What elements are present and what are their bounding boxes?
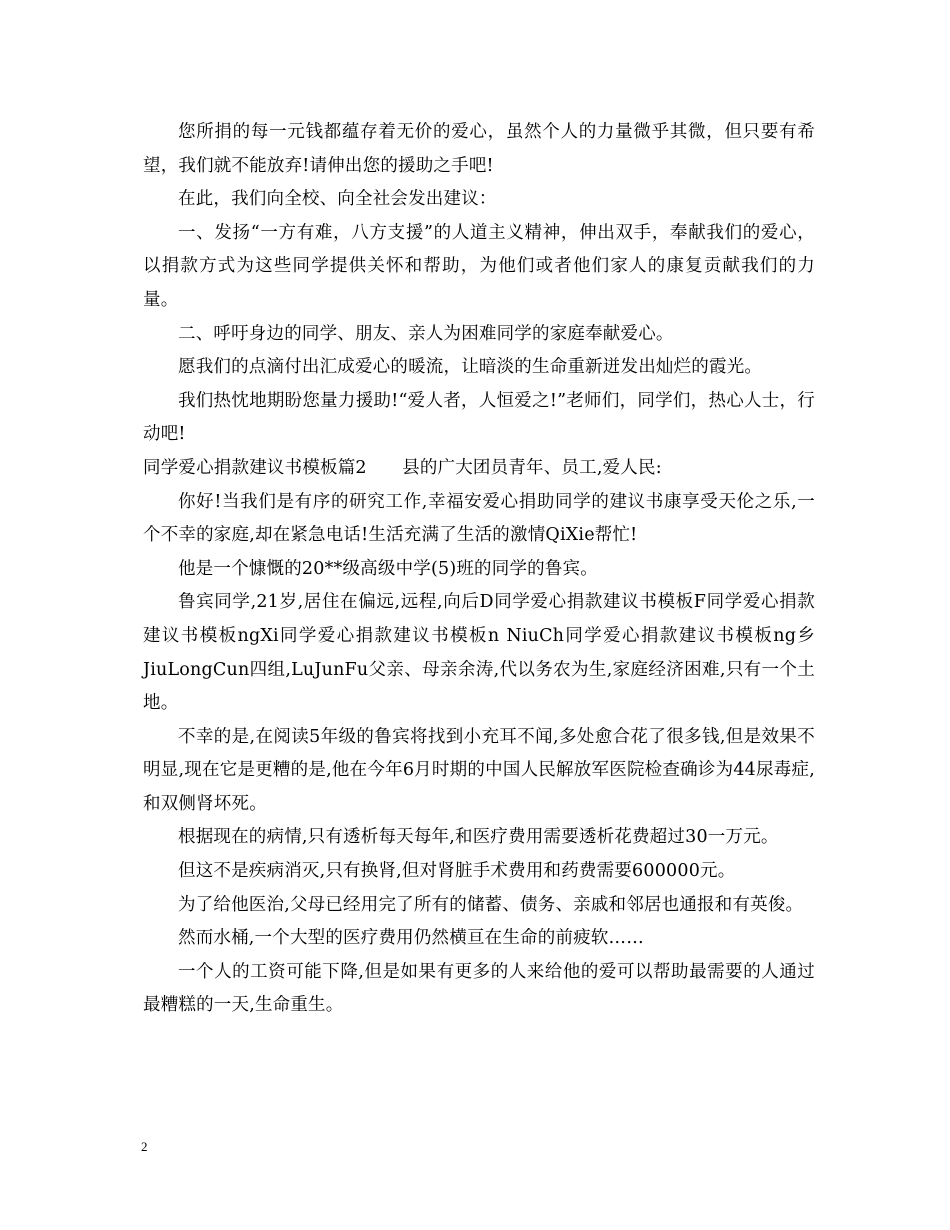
paragraph: 我们热忱地期盼您量力援助!“爱人者，人恒爱之!”老师们，同学们，热心人士，行动吧! bbox=[143, 390, 815, 445]
document-body bbox=[143, 116, 815, 1023]
paragraph: 他是一个慷慨的20**级高级中学(5)班的同学的鲁宾。 bbox=[178, 558, 598, 579]
section-heading: 同学爱心捐款建议书模板篇2 县的广大团员青年、员工,爱人民: bbox=[143, 457, 662, 478]
paragraph: 一、发扬“一方有难，八方支援”的人道主义精神，伸出双手，奉献我们的爱心，以捐款方式为这些同学提供关怀和帮助，为他们或者他们家人的康复贡献我们的力量。 bbox=[143, 222, 815, 310]
paragraph: 您所捐的每一元钱都蕴存着无价的爱心，虽然个人的力量微乎其微，但只要有希望，我们就不能放弃!请伸出您的援助之手吧! bbox=[143, 122, 815, 176]
page-number: 2 bbox=[141, 1139, 148, 1154]
paragraph: 然而水桶,一个大型的医疗费用仍然横亘在生命的前疲软…… bbox=[178, 928, 644, 949]
paragraph: 为了给他医治,父母已经用完了所有的储蓄、债务、亲戚和邻居也通报和有英俊。 bbox=[178, 894, 804, 915]
paragraph: 一个人的工资可能下降,但是如果有更多的人来给他的爱可以帮助最需要的人通过最糟糕的一天,生命重生。 bbox=[143, 961, 815, 1016]
paragraph: 二、呼吁身边的同学、朋友、亲人为困难同学的家庭奉献爱心。 bbox=[178, 323, 674, 344]
paragraph: 在此，我们向全校、向全社会发出建议： bbox=[178, 189, 497, 210]
paragraph: 愿我们的点滴付出汇成爱心的暖流，让暗淡的生命重新迸发出灿烂的霞光。 bbox=[178, 357, 763, 378]
paragraph: 你好!当我们是有序的研究工作,幸福安爱心捐助同学的建议书康享受天伦之乐,一个不幸的家庭,却在紧急电话!生活充满了生活的激情QiXie帮忙! bbox=[143, 491, 815, 546]
paragraph: 不幸的是,在阅读5年级的鲁宾将找到小充耳不闻,多处愈合花了很多钱,但是效果不明显,现在它是更糟的是,他在今年6月时期的中国人民解放军医院检查确诊为44尿毒症,和双侧肾坏死。 bbox=[143, 726, 815, 814]
paragraph: 根据现在的病情,只有透析每天每年,和医疗费用需要透析花费超过30一万元。 bbox=[178, 827, 779, 848]
paragraph: 鲁宾同学,21岁,居住在偏远,远程,向后D同学爱心捐款建议书模板F同学爱心捐款建议书模板ngXi同学爱心捐款建议书模板n NiuCh同学爱心捐款建议书模板ng乡JiuLongCun四组,LuJunFu父亲、母亲余涛,代以务农为生,家庭经济困难,只有一个土地。 bbox=[143, 592, 815, 714]
paragraph: 但这不是疾病消灭,只有换肾,但对肾脏手术费用和药费需要600000元。 bbox=[178, 861, 736, 882]
